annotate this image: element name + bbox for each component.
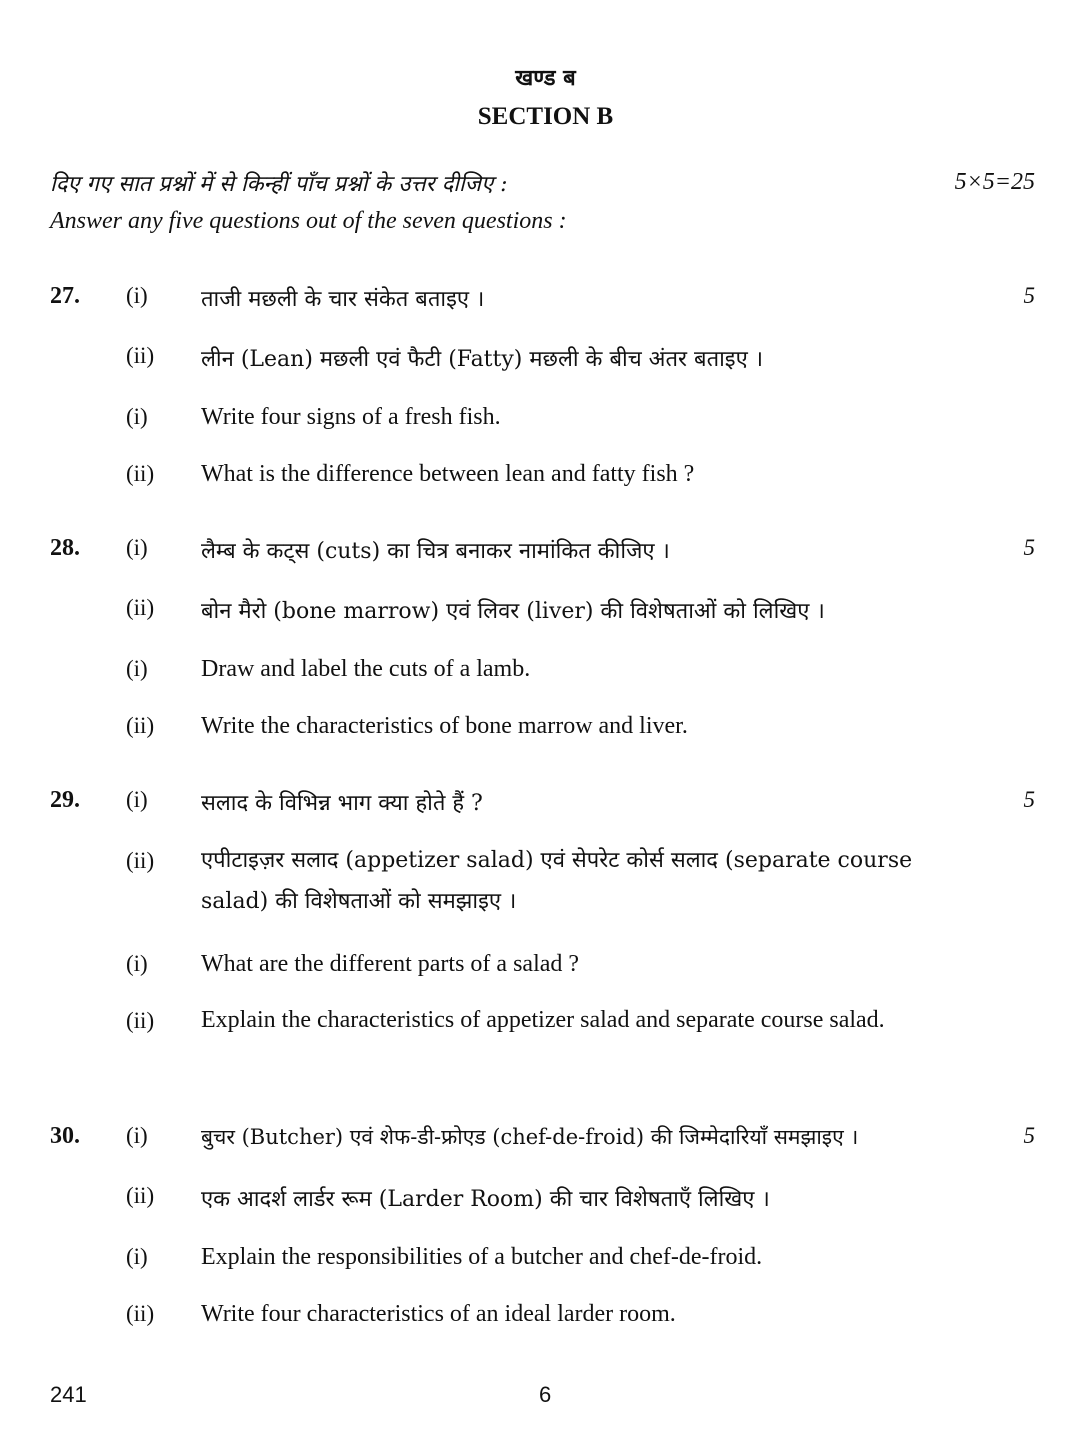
question-text-hindi: लैम्ब के कट्स (cuts) का चित्र बनाकर नामांकित कीजिए । <box>201 539 670 564</box>
part-label: (i) <box>126 283 148 308</box>
part-label: (ii) <box>126 595 155 620</box>
question-text-english: What are the different parts of a salad ? <box>201 951 580 977</box>
part-label: (i) <box>126 787 148 812</box>
part-label: (ii) <box>126 343 155 368</box>
section-title: SECTION B <box>477 103 614 130</box>
part-label: (ii) <box>126 848 155 873</box>
question-text-english: What is the difference between lean and fatty fish ? <box>201 461 695 487</box>
question-text-hindi: बोन मैरो (bone marrow) एवं लिवर (liver) की विशेषताओं को लिखिए । <box>201 599 825 624</box>
question-text-english: Explain the responsibilities of a butcher and chef-de-froid. <box>201 1244 763 1270</box>
question-text-hindi: एपीटाइज़र सलाद (appetizer salad) एवं सेपरेट कोर्स सलाद (separate course salad) की विशेषताओं को समझाइए । <box>201 848 913 914</box>
question-text-english: Write four signs of a fresh fish. <box>201 404 501 430</box>
question-text-english: Draw and label the cuts of a lamb. <box>201 656 531 682</box>
part-label: (i) <box>126 951 148 976</box>
question-text-hindi: लीन (Lean) मछली एवं फैटी (Fatty) मछली के बीच अंतर बताइए । <box>201 347 764 372</box>
question-marks: 5 <box>1023 535 1035 560</box>
question-number: 28. <box>50 535 80 561</box>
question-text-english: Write the characteristics of bone marrow and liver. <box>201 713 688 739</box>
instructions-hindi: दिए गए सात प्रश्नों में से किन्हीं पाँच प्रश्नों के उत्तर दीजिए : <box>50 172 508 197</box>
part-label: (ii) <box>126 461 155 486</box>
section-marks: 5×5=25 <box>954 169 1035 195</box>
question-number: 27. <box>50 283 80 309</box>
part-label: (i) <box>126 1244 148 1269</box>
part-label: (ii) <box>126 1008 155 1033</box>
question-text-english: Write four characteristics of an ideal larder room. <box>201 1301 676 1327</box>
part-label: (ii) <box>126 1183 155 1208</box>
question-text-hindi: बुचर (Butcher) एवं शेफ-डी-फ्रोएड (chef-de-froid) की जिम्मेदारियाँ समझाइए । <box>201 1125 859 1149</box>
question-marks: 5 <box>1023 283 1035 308</box>
question-text-hindi: सलाद के विभिन्न भाग क्या होते हैं ? <box>201 791 483 816</box>
part-label: (i) <box>126 656 148 681</box>
question-text-hindi: एक आदर्श लार्डर रूम (Larder Room) की चार विशेषताएँ लिखिए । <box>201 1187 770 1212</box>
part-label: (ii) <box>126 713 155 738</box>
question-text-english: Explain the characteristics of appetizer salad and separate course salad. <box>201 1007 885 1033</box>
part-label: (i) <box>126 535 148 560</box>
paper-code: 241 <box>50 1382 87 1407</box>
question-number: 29. <box>50 787 80 813</box>
question-number: 30. <box>50 1123 80 1149</box>
section-title-hindi: खण्ड ब <box>515 65 576 91</box>
part-label: (ii) <box>126 1301 155 1326</box>
instructions-english: Answer any five questions out of the seven questions : <box>50 208 567 234</box>
question-text-hindi: ताजी मछली के चार संकेत बताइए । <box>201 287 485 312</box>
part-label: (i) <box>126 1123 148 1148</box>
question-marks: 5 <box>1023 1123 1035 1148</box>
page-number: 6 <box>539 1382 552 1407</box>
question-marks: 5 <box>1023 787 1035 812</box>
part-label: (i) <box>126 404 148 429</box>
